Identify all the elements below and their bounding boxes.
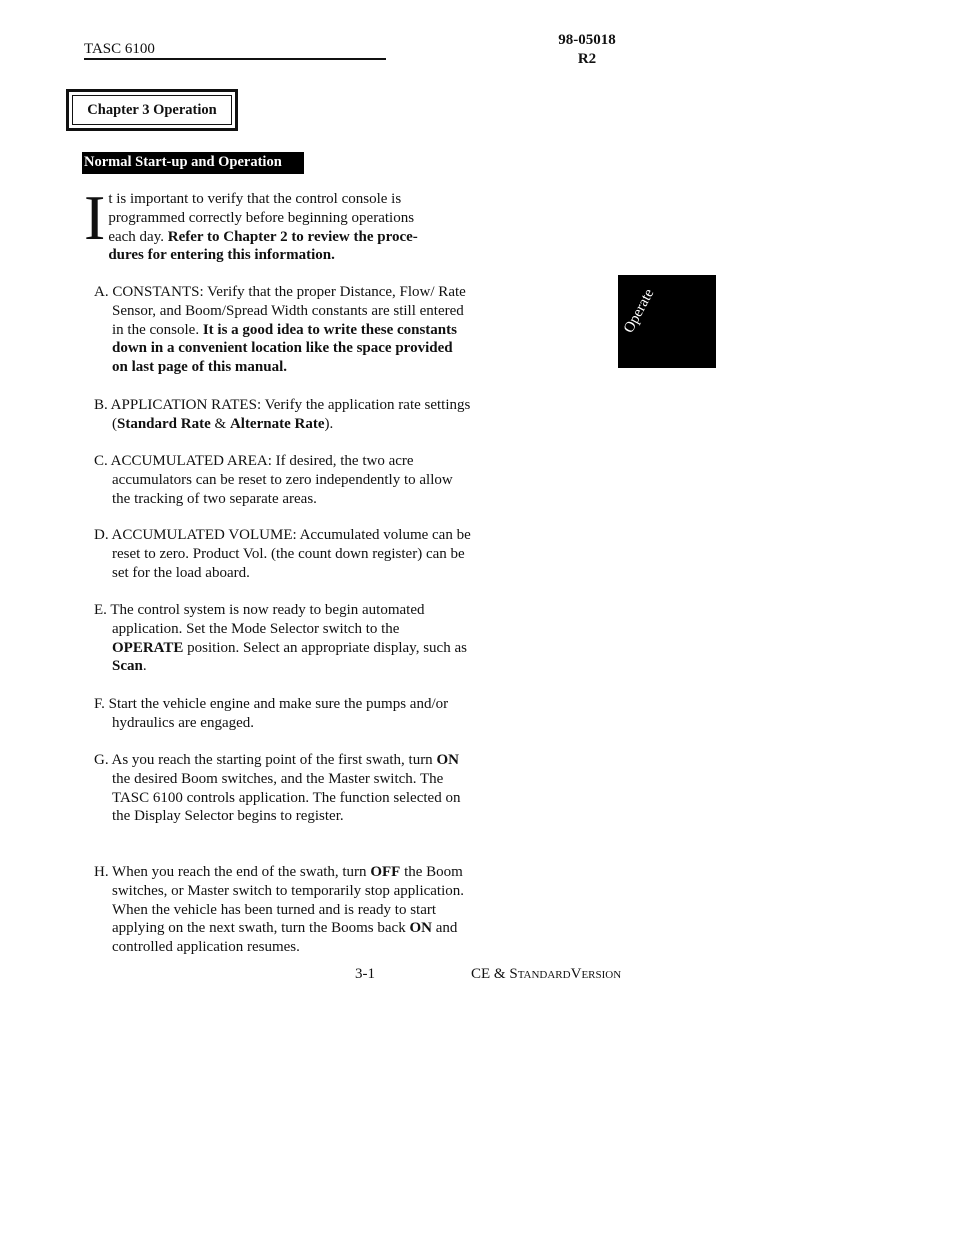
page-number: 3-1 xyxy=(355,966,375,982)
document-number-value: 98-05018 xyxy=(558,32,616,48)
item-text: E. The control system is now ready to begin automated application. Set the Mode Selector switch to the xyxy=(94,602,425,637)
list-item-operate xyxy=(94,601,472,676)
header-rule xyxy=(84,58,386,60)
item-text: G. As you reach the starting point of the first swath, turn xyxy=(94,752,437,768)
intro-line-3: each day. xyxy=(108,228,164,245)
document-number xyxy=(540,31,634,69)
item-bold-text: Scan xyxy=(112,658,143,675)
version-v: V xyxy=(570,966,582,982)
operate-tab-label: Operate xyxy=(620,286,658,336)
list-item-application-rates xyxy=(94,396,472,434)
item-text: B. APPLICATION RATES: Verify the application rate settings ( xyxy=(94,397,471,432)
list-item-start-swath xyxy=(94,751,472,826)
document-title: TASC 6100 xyxy=(84,41,155,57)
item-bold-text: ON xyxy=(436,752,459,768)
version-ce: CE & xyxy=(471,966,506,982)
version-label xyxy=(471,966,621,983)
item-text: & xyxy=(210,415,230,432)
intro-bold-text: Refer to Chapter 2 to review the proce- xyxy=(167,228,418,245)
item-text: D. ACCUMULATED VOLUME: Accumulated volume can be reset to zero. Product Vol. (the count down register) can be set for the load aboard. xyxy=(94,527,471,581)
item-text: A. CONSTANTS: Verify that the proper Distance, Flow/ Rate Sensor, and Boom/Spread Width constants are still entered in the console. xyxy=(94,284,466,338)
intro-line-2: programmed correctly before beginning operations xyxy=(108,209,415,226)
item-bold-text: Alternate Rate xyxy=(229,415,325,432)
item-bold-text: It is a good idea to write these constants down in a convenient location like the space provided on last page of this manual. xyxy=(112,321,457,376)
item-text: position. Select an appropriate display, such as xyxy=(183,639,467,656)
list-item-accumulated-volume xyxy=(94,526,472,582)
version-ersion: ERSION xyxy=(581,969,622,981)
item-text: and controlled application resumes. xyxy=(112,920,458,956)
item-text: H. When you reach the end of the swath, turn xyxy=(94,864,371,880)
intro-paragraph xyxy=(84,182,448,265)
intro-bold-continuation: dures for entering this information. xyxy=(108,247,335,264)
revision-value: R2 xyxy=(577,51,597,67)
item-bold-text: Standard Rate xyxy=(117,415,211,432)
drop-cap: I xyxy=(84,182,106,253)
item-text: ). xyxy=(324,415,334,432)
list-item-start-engine xyxy=(94,695,472,733)
operate-side-tab xyxy=(618,275,716,368)
version-tandard: TANDARD xyxy=(517,969,571,981)
item-text: . xyxy=(142,658,147,675)
item-bold-text: OPERATE xyxy=(112,639,184,656)
chapter-box xyxy=(66,89,238,131)
item-text: C. ACCUMULATED AREA: If desired, the two acre accumulators can be reset to zero independently to allow the tracking of two separate areas. xyxy=(94,453,453,507)
item-text: F. Start the vehicle engine and make sure the pumps and/or hydraulics are engaged. xyxy=(94,696,449,731)
chapter-label: Chapter 3 Operation xyxy=(72,95,232,125)
version-s: S xyxy=(509,966,518,982)
intro-line-1: t is important to verify that the control console is xyxy=(108,191,402,207)
section-heading: Normal Start-up and Operation xyxy=(82,152,304,174)
list-item-end-swath xyxy=(94,863,472,957)
item-text: the Boom switches, or Master switch to temporarily stop application. When the vehicle has been turned and is ready to start applying on the next swath, turn the Booms back xyxy=(112,864,465,937)
item-text: the desired Boom switches, and the Master switch. The TASC 6100 controls application. The function selected on the Display Selector begins to register. xyxy=(112,770,461,825)
list-item-constants xyxy=(94,283,472,377)
list-item-accumulated-area xyxy=(94,452,472,508)
item-bold-text: OFF xyxy=(370,864,401,880)
item-bold-text: ON xyxy=(409,920,432,937)
